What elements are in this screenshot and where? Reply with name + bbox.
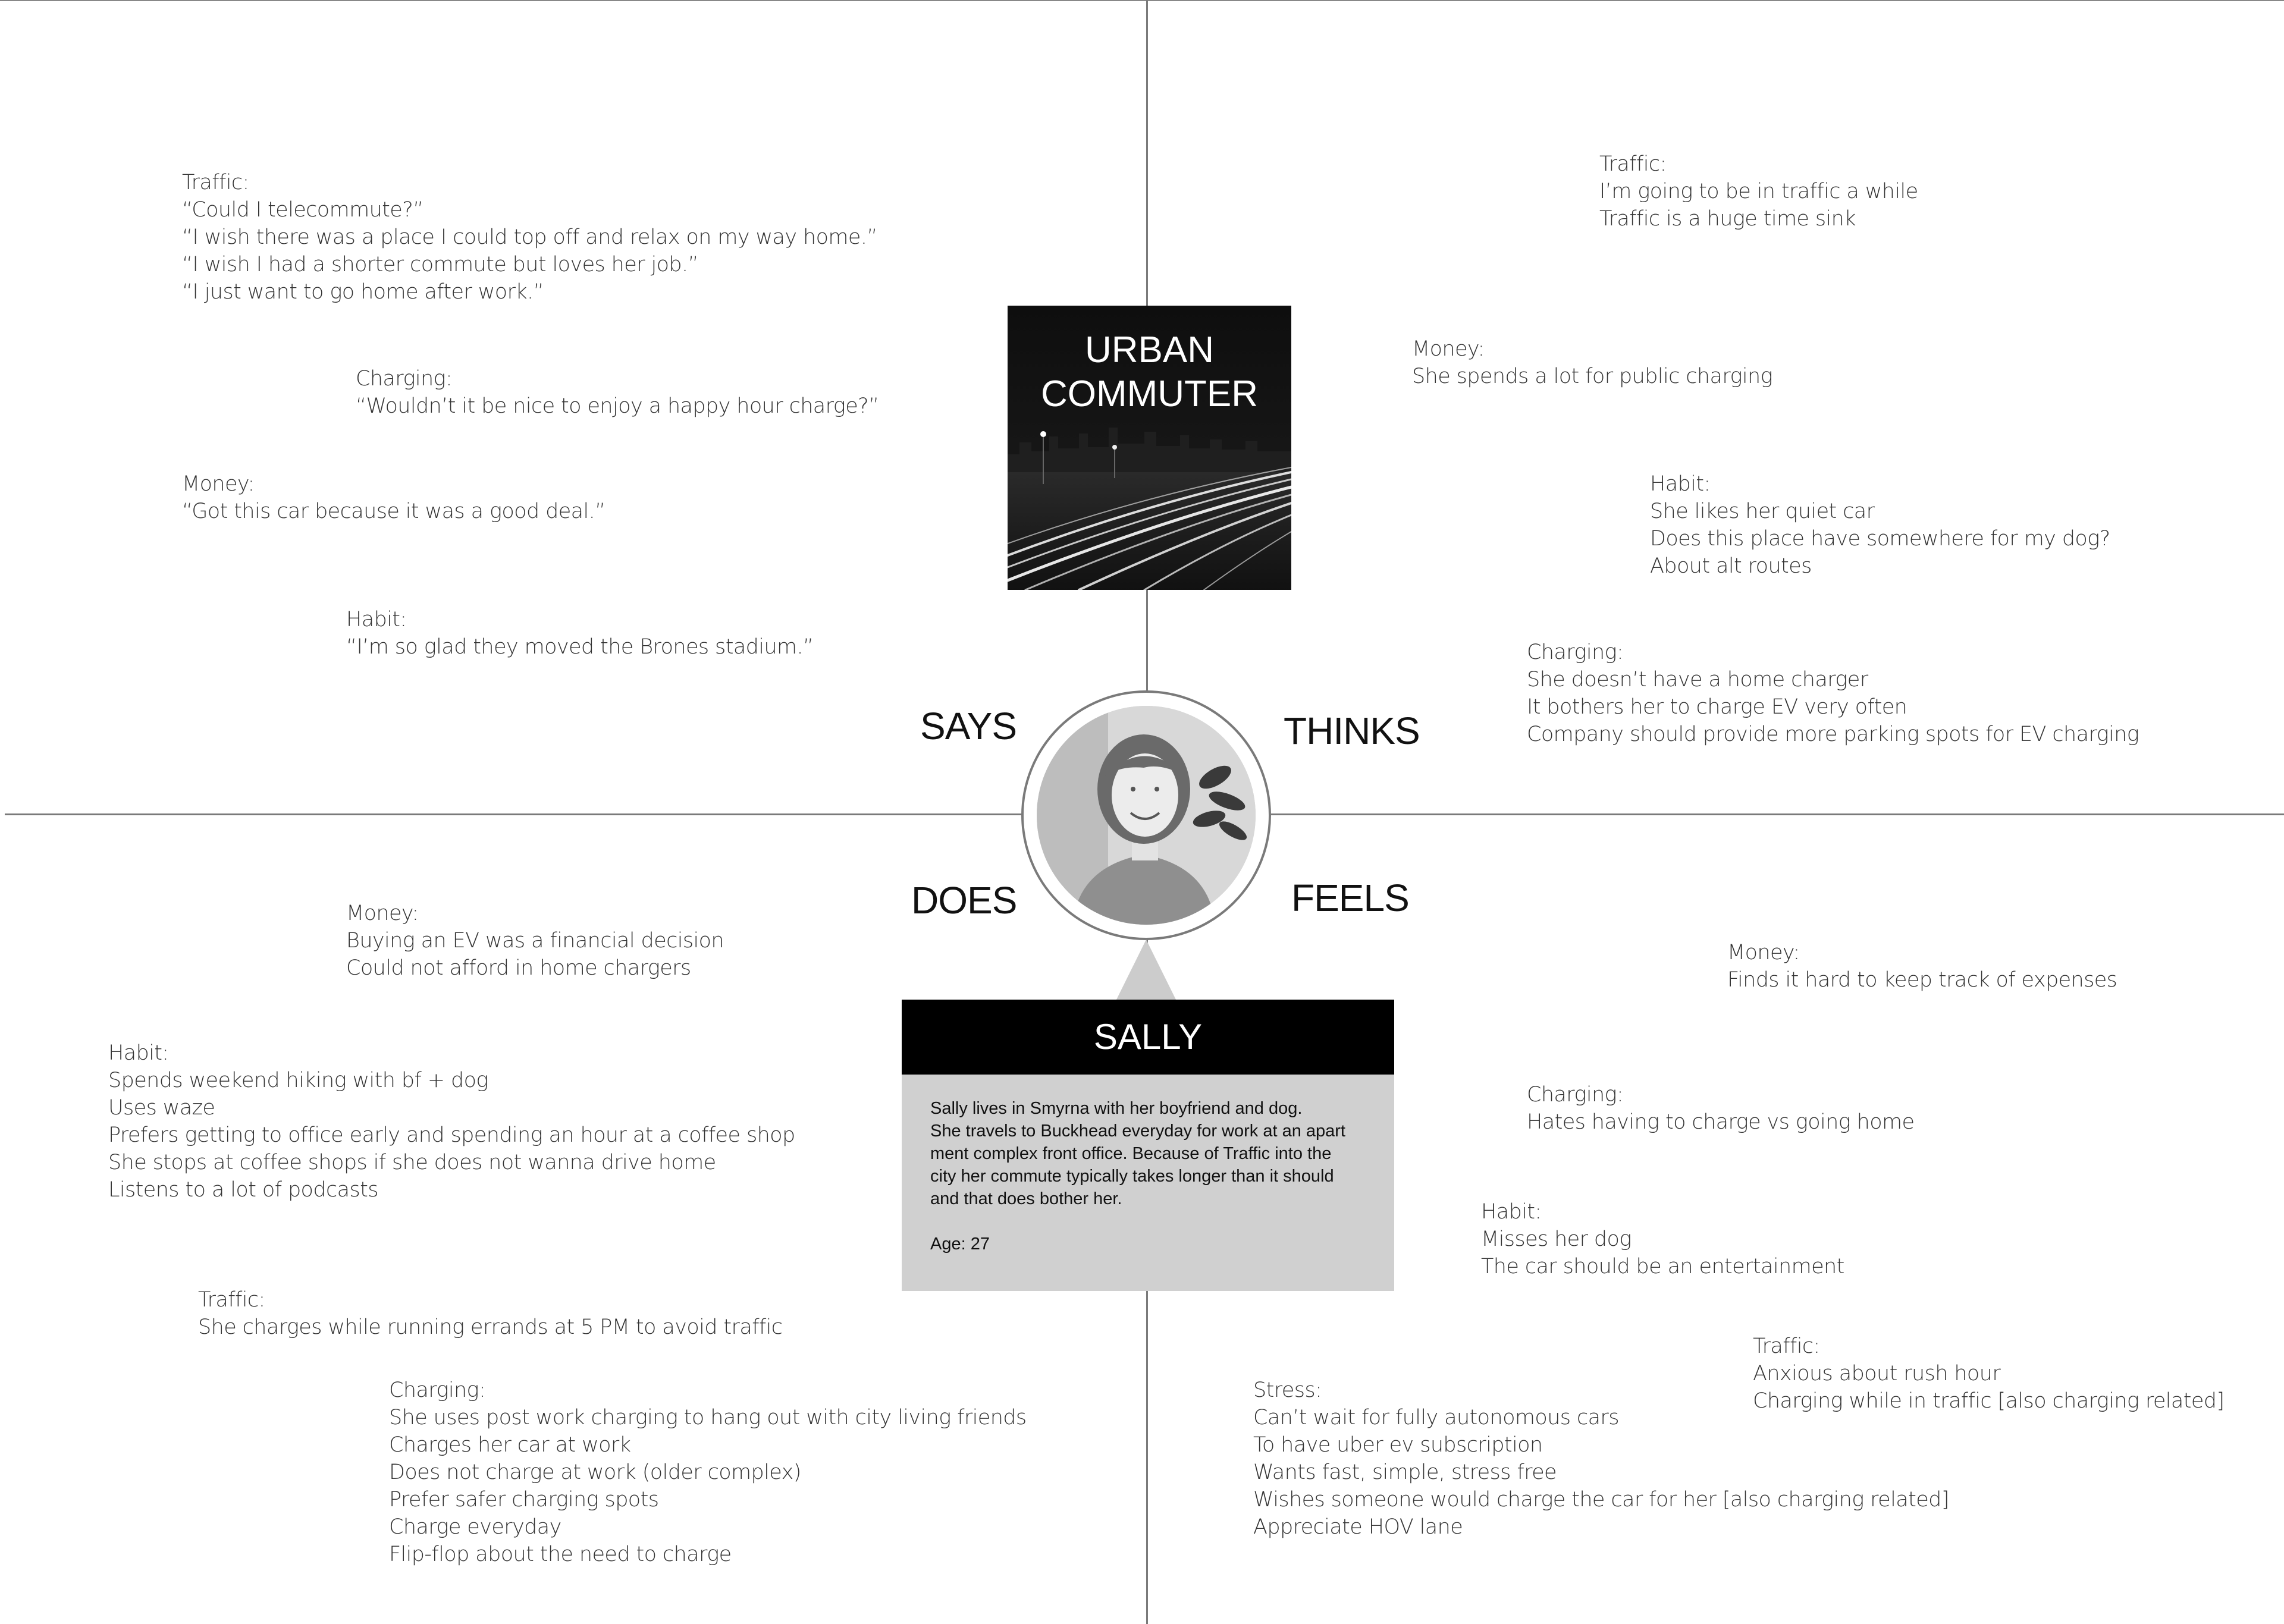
- feels-note-charging: Charging: Hates having to charge vs going home: [1527, 1083, 1915, 1134]
- feels-note-traffic: Traffic: Anxious about rush hour Charging while in traffic [also charging related]: [1753, 1334, 2225, 1413]
- thinks-note-charging: Charging: She doesn’t have a home charger It bothers her to charge EV very often Company should provide more parking spots for EV charging: [1527, 640, 2139, 746]
- urban-commuter-image: [1008, 306, 1291, 590]
- says-label: SAYS: [920, 705, 1016, 747]
- persona-name: SALLY: [902, 1000, 1394, 1075]
- thinks-note-habit: Habit: She likes her quiet car Does this place have somewhere for my dog? About alt routes: [1650, 472, 2110, 578]
- feels-note-habit: Habit: Misses her dog The car should be an entertainment: [1481, 1200, 1844, 1279]
- avatar-photo: [1037, 706, 1256, 925]
- does-note-habit: Habit: Spends weekend hiking with bf + dog Uses waze Prefers getting to office early and spending an hour at a coffee shop She stops at coffee shops if she does not wanna drive home Listens to a lot of podcasts: [108, 1041, 795, 1202]
- thinks-note-money: Money: She spends a lot for public charging: [1412, 337, 1773, 388]
- bio-line: Sally lives in Smyrna with her boyfriend and dog.: [930, 1099, 1303, 1118]
- callout-pointer: [1116, 940, 1176, 1000]
- thinks-note-traffic: Traffic: I’m going to be in traffic a while Traffic is a huge time sink: [1599, 152, 1918, 231]
- persona-bio: [902, 1075, 1394, 1291]
- thinks-label: THINKS: [1284, 709, 1420, 752]
- says-note-money: Money: “Got this car because it was a good deal.”: [182, 472, 605, 523]
- says-note-habit: Habit: “I’m so glad they moved the Brones stadium.”: [346, 608, 814, 659]
- does-label: DOES: [911, 879, 1017, 922]
- does-note-charging: Charging: She uses post work charging to hang out with city living friends Charges her car at work Does not charge at work (older complex) Prefer safer charging spots Charge everyday Flip-flop about the need to charge: [389, 1378, 1027, 1566]
- does-note-money: Money: Buying an EV was a financial decision Could not afford in home chargers: [346, 901, 724, 980]
- feels-note-money: Money: Finds it hard to keep track of expenses: [1727, 941, 2117, 992]
- does-note-traffic: Traffic: She charges while running errands at 5 PM to avoid traffic: [198, 1288, 783, 1339]
- avatar: [1037, 706, 1256, 925]
- bio-line: and that does bother her.: [930, 1189, 1122, 1208]
- bio-line: She travels to Buckhead everyday for work at an apart: [930, 1122, 1345, 1141]
- feels-label: FEELS: [1291, 877, 1409, 919]
- says-note-charging: Charging: “Wouldn’t it be nice to enjoy a happy hour charge?”: [356, 367, 879, 418]
- says-note-traffic: Traffic: “Could I telecommute?” “I wish there was a place I could top off and relax on my way home.” “I wish I had a shorter commute but loves her job.” “I just want to go home after work.”: [182, 171, 877, 304]
- feels-note-stress: Stress: Can’t wait for fully autonomous cars To have uber ev subscription Wants fast, simple, stress free Wishes someone would charge the car for her [also charging related] Appreciate HOV lane: [1253, 1378, 1949, 1539]
- persona-age: Age: 27: [930, 1235, 990, 1254]
- bio-line: city her commute typically takes longer than it should: [930, 1167, 1334, 1186]
- urban-commuter-title: URBAN COMMUTER: [1040, 329, 1259, 414]
- bio-line: ment complex front office. Because of Traffic into the: [930, 1144, 1332, 1163]
- top-border-line: [0, 0, 2284, 1]
